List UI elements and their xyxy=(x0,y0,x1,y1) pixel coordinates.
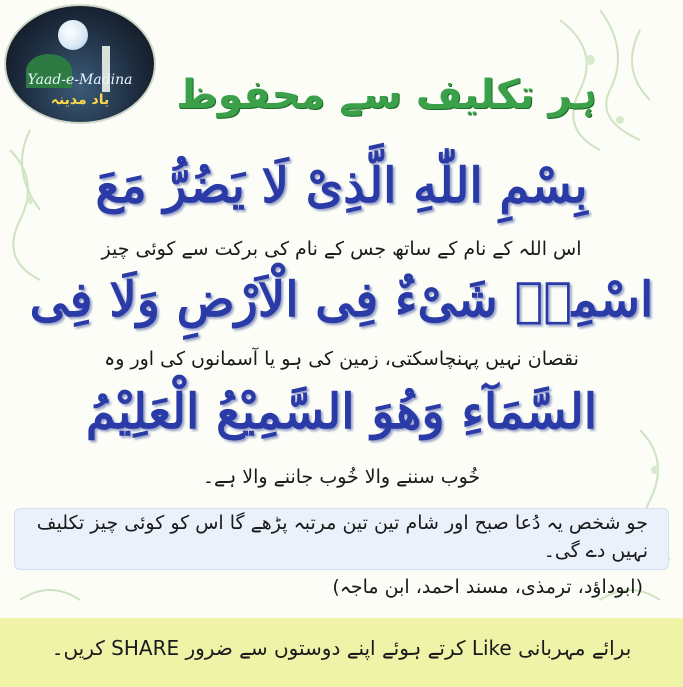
dua-arabic-line-2: اسْمِهٖ شَیْءٌ فِی الْاَرْضِ وَلَا فِی xyxy=(29,272,654,328)
dua-urdu-line-3: خُوب سننے والا خُوب جاننے والا ہے۔ xyxy=(202,466,481,488)
logo-urdu-text: یاد مدینہ xyxy=(50,92,110,108)
moon-icon xyxy=(58,20,88,50)
footer-banner xyxy=(0,618,683,687)
yaad-e-madina-logo xyxy=(4,4,156,124)
dua-arabic-line-1: بِسْمِ اللّٰهِ الَّذِیْ لَا یَضُرُّ مَعَ xyxy=(95,158,588,214)
dua-urdu-line-2: نقصان نہیں پہنچاسکتی، زمین کی ہو یا آسمانوں کی اور وہ xyxy=(104,348,579,370)
virtue-note-box xyxy=(14,508,669,570)
dua-arabic-line-3: السَّمَآءِ وَهُوَ السَّمِیْعُ الْعَلِیْمُ xyxy=(85,384,598,440)
footer-share-text: برائے مہربانی Like کرتے ہوئے اپنے دوستوں سے ضرور SHARE کریں۔ xyxy=(51,636,632,660)
page-title: ہر تکلیف سے محفوظ xyxy=(176,72,597,118)
dua-urdu-line-1: اس اللہ کے نام کے ساتھ جس کے نام کی برکت سے کوئی چیز xyxy=(101,238,582,260)
logo-english-text: Yaad-e-Madina xyxy=(27,72,133,88)
hadith-reference: (ابوداؤد، ترمذی، مسند احمد، ابن ماجہ) xyxy=(332,576,643,598)
virtue-note-text: جو شخص یہ دُعا صبح اور شام تین تین مرتبہ پڑھے گا اس کو کوئی چیز تکلیف نہیں دے گی۔ xyxy=(36,512,648,562)
